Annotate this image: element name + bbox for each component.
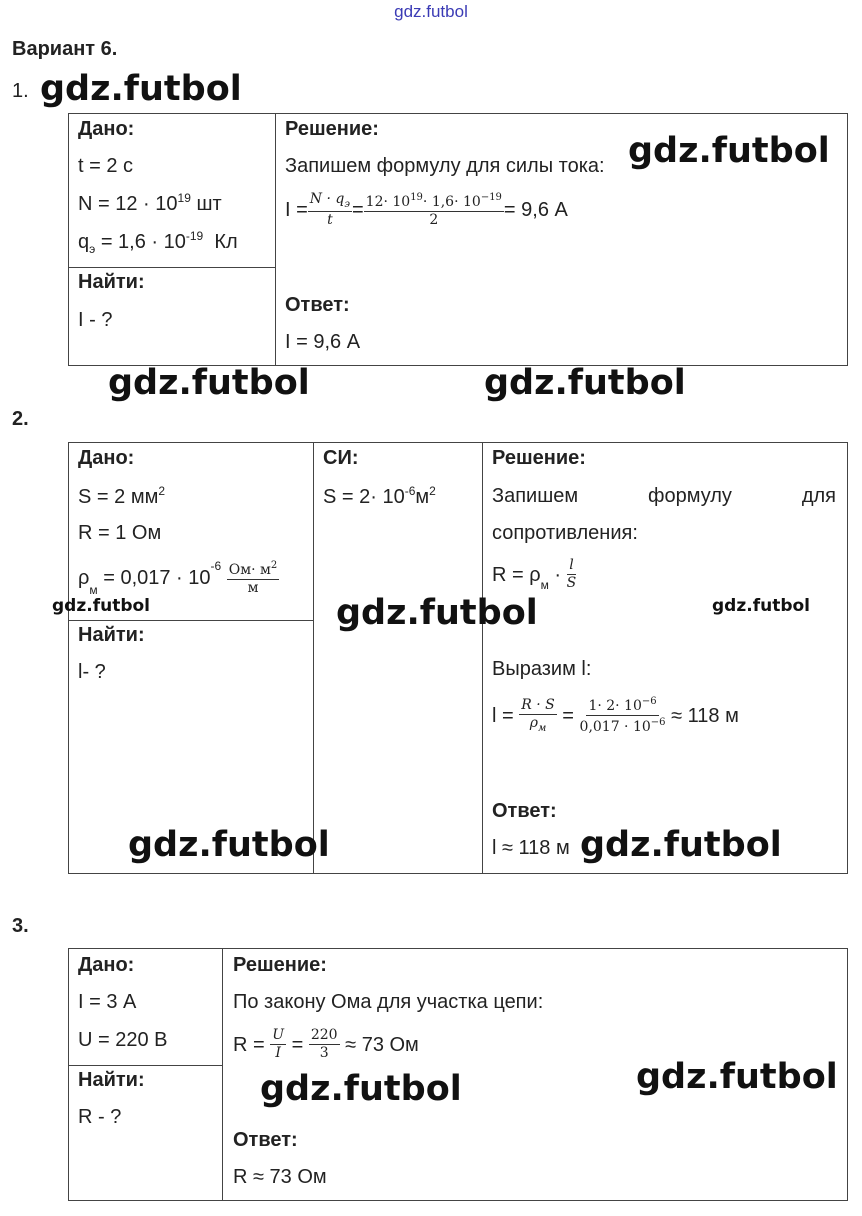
watermark: gdz.futbol (712, 596, 810, 616)
given-rho: ρ $_м$ = 0,017 · 10 $^{-6}$ $\frac{Ом\cdot м^2}{м}$ (78, 559, 278, 597)
divider (275, 113, 276, 366)
formula-length: l = $\frac{R \cdot S}{\rho_м}$ = $\frac{1\cdot 2\cdot 10^{-6}}{0,017 \cdot 10^{-6}}$ ≈ 118 м (492, 696, 739, 736)
problem-2-number: 2. (12, 408, 29, 430)
watermark: gdz.futbol (636, 1057, 838, 1097)
divider (222, 948, 223, 1201)
formula: R = $\frac{U}{I}$ = $\frac{220}{3}$ ≈ 73 Ом (233, 1027, 419, 1062)
variant-title: Вариант 6. (12, 38, 118, 60)
solution-label: Решение: (233, 954, 327, 976)
given-i: I = 3 А (78, 991, 137, 1013)
divider (313, 442, 314, 874)
solution-text: Запишем формулу для силы тока: (285, 155, 605, 177)
watermark: gdz.futbol (52, 596, 150, 616)
watermark: gdz.futbol (108, 363, 310, 403)
watermark: gdz.futbol (336, 593, 538, 633)
watermark: gdz.futbol (580, 825, 782, 865)
answer-label: Ответ: (285, 294, 350, 316)
answer-value: R ≈ 73 Ом (233, 1166, 327, 1188)
watermark: gdz.futbol (628, 131, 830, 171)
find-value: l- ? (78, 661, 106, 683)
given-r: R = 1 Ом (78, 522, 162, 544)
watermark: gdz.futbol (40, 69, 242, 109)
find-label: Найти: (78, 624, 145, 646)
given-label: Дано: (78, 118, 135, 140)
find-label: Найти: (78, 271, 145, 293)
given-label: Дано: (78, 447, 135, 469)
answer-value: l ≈ 118 м (492, 837, 570, 859)
given-u: U = 220 В (78, 1029, 168, 1051)
solution-text: По закону Ома для участка цепи: (233, 991, 544, 1013)
problem-1-number: 1. (12, 80, 29, 102)
given-s: S = 2 $мм^2$ (78, 484, 165, 508)
watermark: gdz.futbol (260, 1069, 462, 1109)
solution-label: Решение: (492, 447, 586, 469)
divider (68, 620, 313, 621)
formula-resistance: R = ρ $_м$ · $\frac{l}{S}$ (492, 557, 577, 592)
divider (482, 442, 483, 874)
answer-label: Ответ: (492, 800, 557, 822)
answer-label: Ответ: (233, 1129, 298, 1151)
divider (68, 1065, 222, 1066)
solution-text-2: сопротивления: (492, 522, 638, 544)
find-value: I - ? (78, 309, 113, 331)
watermark: gdz.futbol (128, 825, 330, 865)
given-n: $N = 12 \cdot 10^{19}$ шт (78, 191, 222, 215)
divider (68, 267, 275, 268)
problem-3-number: 3. (12, 915, 29, 937)
given-label: Дано: (78, 954, 135, 976)
express-text: Выразим l: (492, 658, 592, 680)
solution-label: Решение: (285, 118, 379, 140)
si-label: СИ: (323, 447, 359, 469)
find-value: R - ? (78, 1106, 122, 1128)
answer-value: I = 9,6 А (285, 331, 361, 353)
top-watermark: gdz.futbol (394, 2, 468, 21)
given-t: t = 2 с (78, 155, 134, 177)
watermark: gdz.futbol (484, 363, 686, 403)
given-q: $q_э = 1,6 \cdot 10^{-19}$ Кл (78, 229, 238, 256)
formula: I = $\frac{N \cdot q_э}{t}$ = $\frac{12\cdot 10^{19}\cdot 1,6\cdot 10^{-19}}{2}$ = 9,6 А (285, 191, 568, 229)
find-label: Найти: (78, 1069, 145, 1091)
si-value: $S = 2\cdot 10^{-6}м^2$ (323, 484, 436, 508)
solution-text: Запишем формулу для (492, 485, 836, 507)
